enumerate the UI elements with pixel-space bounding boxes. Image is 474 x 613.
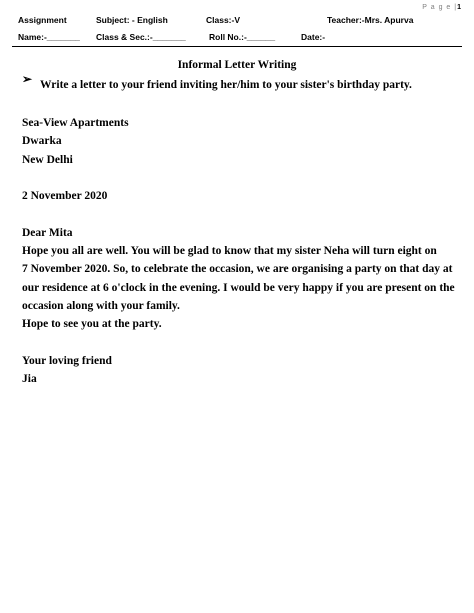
worksheet-header bbox=[18, 13, 458, 47]
closing: Your loving friend bbox=[22, 354, 112, 367]
class-section-field: Class & Sec.:-_______ bbox=[96, 32, 186, 42]
address-line: New Delhi bbox=[22, 153, 73, 166]
signature: Jia bbox=[22, 373, 37, 386]
roll-number-field: Roll No.:-______ bbox=[209, 32, 276, 42]
teacher-label: Teacher:-Mrs. Apurva bbox=[327, 15, 414, 25]
letter-body bbox=[22, 114, 456, 388]
body-line: occasion along with your family. bbox=[22, 299, 180, 312]
subject-label: Subject: - English bbox=[96, 15, 168, 25]
letter-date: 2 November 2020 bbox=[22, 190, 108, 203]
task-text: Write a letter to your friend inviting her/him to your sister's birthday party. bbox=[40, 79, 412, 91]
page-title: Informal Letter Writing bbox=[177, 59, 297, 71]
name-field: Name:-_______ bbox=[18, 32, 80, 42]
date-field: Date:- bbox=[301, 32, 326, 42]
class-label: Class:-V bbox=[206, 15, 241, 25]
header-row-1 bbox=[18, 13, 458, 30]
body-line: Hope you all are well. You will be glad to know that my sister Neha will turn eight on bbox=[22, 245, 437, 258]
page-number bbox=[422, 4, 462, 11]
page-label: P a g e bbox=[422, 4, 452, 11]
assignment-label: Assignment bbox=[18, 15, 67, 25]
page-separator: | bbox=[454, 4, 458, 11]
header-divider bbox=[12, 46, 462, 47]
body-line: 7 November 2020. So, to celebrate the occasion, we are organising a party on that day at bbox=[22, 263, 453, 276]
address-line: Sea-View Apartments bbox=[22, 117, 129, 129]
address-line: Dwarka bbox=[22, 135, 62, 148]
header-row-2 bbox=[18, 30, 458, 47]
page-value: 1 bbox=[457, 4, 462, 11]
salutation: Dear Mita bbox=[22, 226, 73, 239]
body-line: our residence at 6 o'clock in the evening. I would be very happy if you are present on the bbox=[22, 281, 455, 294]
arrow-bullet-icon: ➢ bbox=[22, 72, 33, 86]
body-line: Hope to see you at the party. bbox=[22, 318, 162, 331]
